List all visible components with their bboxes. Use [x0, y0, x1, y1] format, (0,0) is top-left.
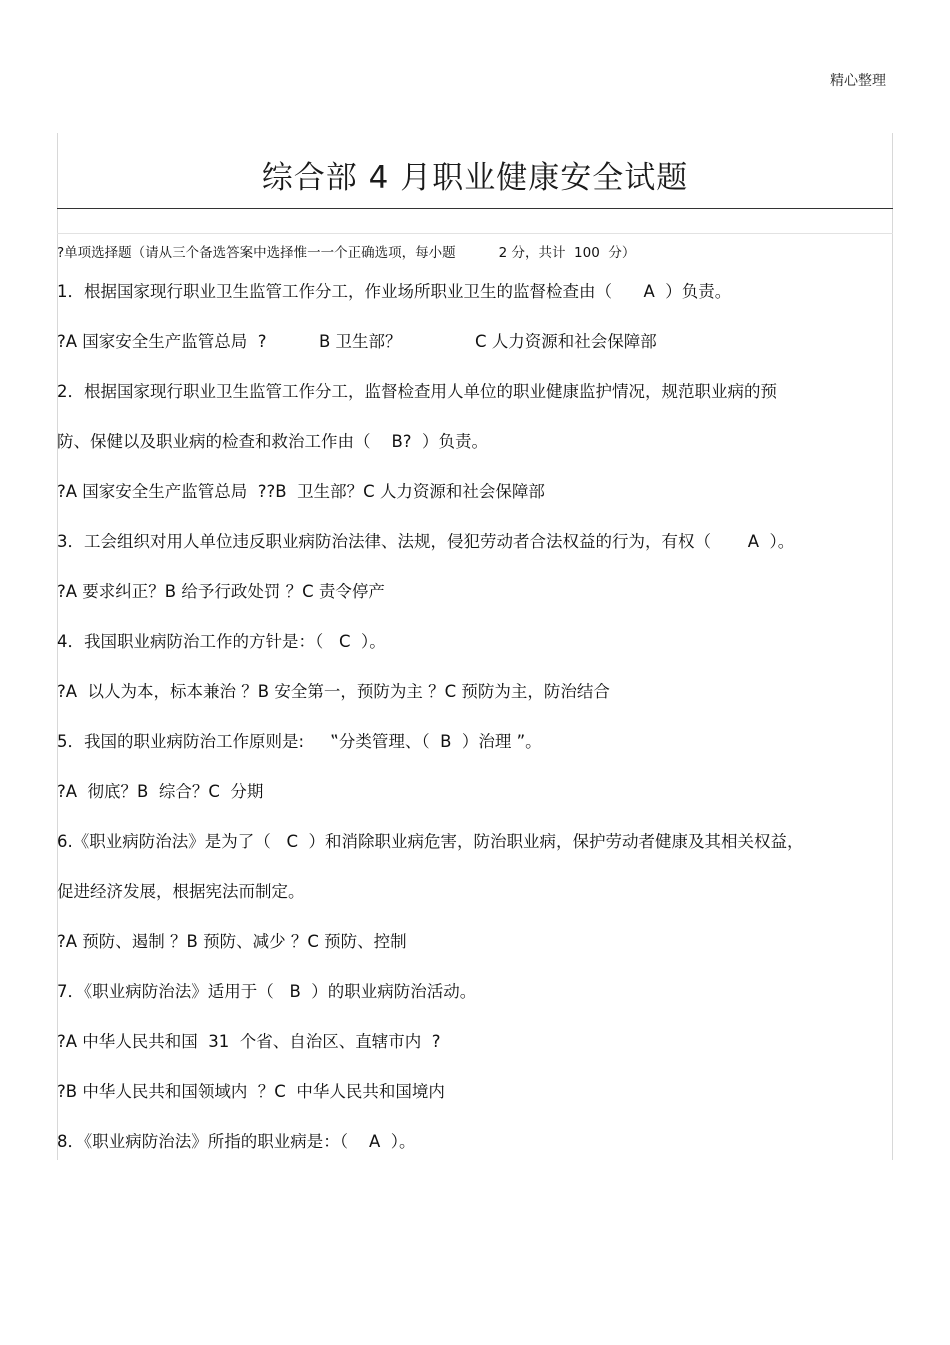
- header-note: 精心整理: [830, 73, 886, 89]
- question-7: 7．《职业病防治法》适用于（ B ）的职业病防治活动。: [57, 982, 477, 1001]
- document-title: 综合部 4 月职业健康安全试题: [261, 160, 689, 196]
- section-instructions: ?单项选择题（请从三个备选答案中选择惟一一个正确选项，每小题 2 分，共计 100 分）: [57, 245, 636, 261]
- title-divider: [57, 208, 893, 209]
- question-2-line-2: 防、保健以及职业病的检查和救治工作由（ B? ）负责。: [57, 432, 489, 451]
- question-6-line-2: 促进经济发展，根据宪法而制定。: [57, 882, 305, 901]
- page-frame-right-border: [892, 133, 893, 1160]
- question-5: 5．我国的职业病防治工作原则是: ‟分类管理、（ B ）治理 ”。: [57, 732, 542, 751]
- section-divider: [57, 233, 893, 234]
- question-2-options: ?A 国家安全生产监管总局 ??B 卫生部？C 人力资源和社会保障部: [57, 482, 545, 501]
- question-2-line-1: 2．根据国家现行职业卫生监管工作分工，监督检查用人单位的职业健康监护情况，规范职业病的预: [57, 382, 777, 401]
- question-1-options: ?A 国家安全生产监管总局 ? B 卫生部？ C 人力资源和社会保障部: [57, 332, 657, 351]
- question-7-option-a: ?A 中华人民共和国 31 个省、自治区、直辖市内 ?: [57, 1032, 441, 1051]
- question-1: 1．根据国家现行职业卫生监管工作分工，作业场所职业卫生的监督检查由（ A ）负责。: [57, 282, 732, 301]
- question-4: 4．我国职业病防治工作的方针是：（ C ）。: [57, 632, 386, 651]
- question-7-options-bc: ?B 中华人民共和国领域内 ？C 中华人民共和国境内: [57, 1082, 445, 1101]
- question-6-options: ?A 预防、遏制 ？B 预防、减少 ？C 预防、控制: [57, 932, 407, 951]
- question-3-options: ?A 要求纠正？B 给予行政处罚 ？C 责令停产: [57, 582, 385, 601]
- question-4-options: ?A 以人为本，标本兼治 ？B 安全第一，预防为主 ？C 预防为主，防治结合: [57, 682, 610, 701]
- question-6-line-1: 6.《职业病防治法》是为了（ C ）和消除职业病危害，防治职业病，保护劳动者健康及其相关权益，: [57, 832, 804, 851]
- question-8: 8．《职业病防治法》所指的职业病是：（ A ）。: [57, 1132, 416, 1151]
- question-3: 3．工会组织对用人单位违反职业病防治法律、法规，侵犯劳动者合法权益的行为，有权（ A ）。: [57, 532, 795, 551]
- question-5-options: ?A 彻底？B 综合？C 分期: [57, 782, 264, 801]
